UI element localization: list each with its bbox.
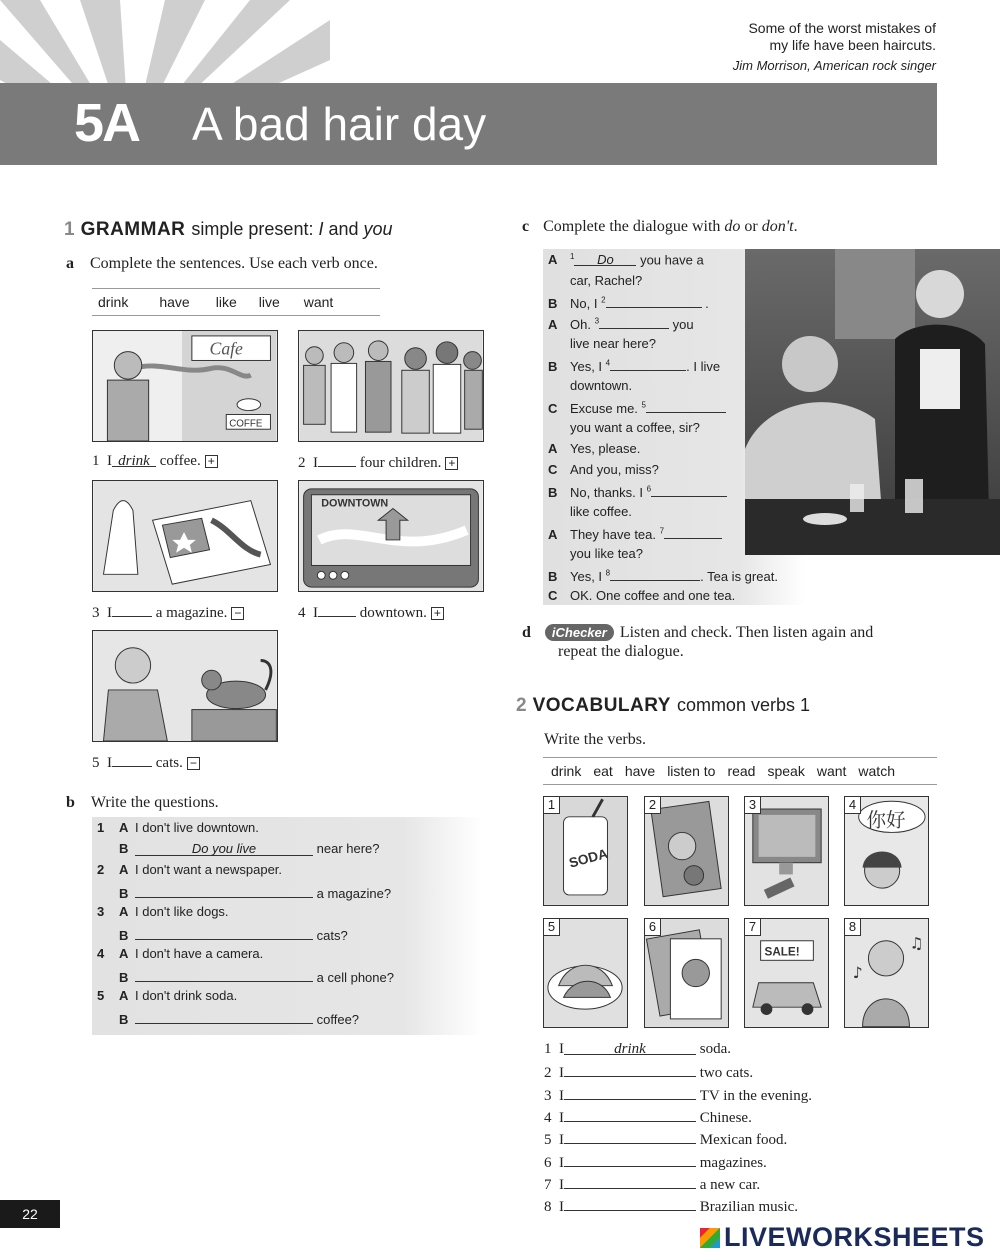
question-a-line	[97, 820, 259, 835]
vocab-item-8	[544, 1197, 798, 1216]
item-subject: I	[559, 1155, 564, 1171]
dialogue-line	[548, 504, 632, 519]
verb-option: want	[303, 294, 334, 310]
item-number: 1	[92, 453, 100, 469]
vocab-picture-tacos	[543, 918, 628, 1028]
verb-option: want	[816, 763, 847, 779]
dialogue-line	[548, 420, 700, 435]
sign-box: +	[445, 457, 458, 470]
verb-option: eat	[593, 763, 613, 779]
dialogue-line	[548, 357, 720, 374]
statement-text: I don't have a camera.	[135, 946, 264, 961]
item-number: 3	[92, 605, 100, 621]
unit-title: A bad hair day	[192, 98, 487, 150]
brand-logo[interactable]	[700, 1222, 985, 1253]
question-a-line	[97, 904, 229, 919]
question-b-line	[97, 883, 391, 901]
dialogue-text: OK. One coffee and one tea.	[570, 588, 736, 603]
vocab-answer-blank[interactable]	[564, 1086, 696, 1100]
dialogue-line	[548, 546, 643, 561]
verb-option: listen to	[667, 763, 716, 779]
item-rest: four children.	[359, 455, 442, 471]
instruction-end: .	[793, 218, 798, 235]
item-rest: Mexican food.	[699, 1132, 788, 1148]
dialogue-text: Yes, I	[570, 359, 603, 374]
question-end: a magazine?	[316, 886, 392, 901]
question-number: 3	[97, 904, 105, 919]
section-name: GRAMMAR	[80, 219, 186, 240]
speaker-label: B	[548, 359, 558, 374]
exercise-letter: a	[66, 255, 74, 272]
brand-text: LIVEWORKSHEETS	[724, 1222, 985, 1252]
exercise-d	[522, 624, 942, 661]
question-number: 5	[97, 988, 105, 1003]
dialogue-answer-blank[interactable]	[646, 399, 726, 413]
item-number: 7	[544, 1177, 552, 1193]
picture-number: 6	[645, 919, 661, 936]
grammar-verb-box	[92, 288, 380, 316]
chinese-speech-text: 你好	[866, 808, 906, 832]
cafe-sign-text: Cafe	[209, 338, 243, 359]
grammar-a-item-3	[92, 603, 244, 622]
dialogue-text: No, thanks. I	[570, 485, 643, 500]
item-subject: I	[559, 1177, 564, 1193]
statement-text: I don't live downtown.	[135, 820, 259, 835]
question-answer-blank[interactable]	[135, 1009, 313, 1024]
dialogue-line	[548, 588, 735, 603]
instruction-dont: don't	[761, 218, 794, 235]
answer-blank[interactable]	[112, 753, 152, 767]
item-rest: Brazilian music.	[699, 1199, 799, 1215]
item-subject: I	[559, 1132, 564, 1148]
question-answer-blank[interactable]	[135, 925, 313, 940]
item-subject: I	[313, 455, 318, 471]
dialogue-line	[548, 273, 642, 288]
answer-blank[interactable]	[318, 453, 356, 467]
unit-number: 5A	[74, 93, 140, 153]
vocab-picture-music	[844, 918, 929, 1028]
questions-box	[92, 817, 482, 1035]
instruction-text: Write the questions.	[90, 794, 219, 811]
question-answer-blank[interactable]: Do you live	[135, 841, 313, 856]
dialogue-line	[548, 315, 694, 332]
downtown-sign-text: DOWNTOWN	[321, 497, 389, 510]
dialogue-line	[548, 294, 709, 311]
speaker-label: A	[548, 252, 558, 268]
dialogue-text: you have a	[636, 252, 704, 268]
dialogue-text: .	[701, 296, 709, 311]
vocab-picture-new-car	[744, 918, 829, 1028]
exercise-b-instruction	[66, 794, 219, 812]
verb-option: have	[159, 294, 190, 310]
instruction-text: Complete the dialogue with	[543, 218, 725, 235]
item-number: 8	[544, 1199, 552, 1215]
quote-line-1: Some of the worst mistakes of	[748, 20, 936, 36]
dialogue-answer-blank[interactable]	[610, 567, 700, 581]
svg-text:♪: ♪	[852, 963, 863, 982]
dialogue-text: you	[669, 317, 694, 332]
dialogue-text: No, I	[570, 296, 598, 311]
question-b-line	[97, 967, 394, 985]
instruction-text: Listen and check. Then listen again and	[619, 624, 874, 641]
item-rest: two cats.	[699, 1065, 754, 1081]
gap-number: 5	[641, 400, 646, 410]
item-number: 1	[544, 1041, 552, 1057]
coffee-sign-text: COFFE	[229, 418, 263, 430]
speaker-label: C	[548, 462, 558, 477]
vocab-answer-blank[interactable]	[564, 1175, 696, 1189]
vocab-item-1	[544, 1041, 731, 1058]
speaker-label: B	[119, 928, 129, 943]
gap-number: 3	[594, 316, 600, 326]
speaker-label: B	[119, 841, 129, 856]
statement-text: I don't drink soda.	[135, 988, 238, 1003]
answer-blank[interactable]	[318, 603, 356, 617]
vocab-item-5	[544, 1130, 787, 1149]
question-number: 2	[97, 862, 105, 877]
dialogue-text: They have tea.	[570, 527, 656, 542]
brand-icon	[700, 1228, 720, 1248]
picture-number: 4	[845, 797, 861, 814]
exercise-letter: d	[522, 624, 531, 641]
vocab-picture-tv	[744, 796, 829, 906]
sign-box: +	[205, 455, 218, 468]
item-number: 4	[544, 1110, 552, 1126]
dialogue-text: Yes, please.	[570, 441, 641, 456]
picture-number: 8	[845, 919, 861, 936]
grammar-a-item-2	[298, 453, 458, 472]
dialogue-answer-blank[interactable]	[599, 315, 669, 329]
item-subject: I	[107, 453, 112, 469]
question-number: 4	[97, 946, 105, 961]
item-rest: soda.	[699, 1041, 731, 1057]
dialogue-line	[548, 399, 726, 416]
question-number: 1	[97, 820, 105, 835]
gap-number: 6	[646, 484, 652, 494]
dialogue-line	[548, 441, 640, 456]
exercise-a-instruction	[66, 255, 378, 273]
speaker-label: A	[119, 988, 129, 1003]
question-b-line	[97, 1009, 359, 1027]
instruction-do: do	[724, 218, 741, 235]
header-quote	[733, 20, 936, 74]
dialogue-answer-blank[interactable]	[610, 357, 686, 371]
verb-option: speak	[767, 763, 805, 779]
vocab-item-3	[544, 1086, 812, 1105]
picture-number: 2	[645, 797, 661, 814]
sign-box: −	[187, 757, 200, 770]
verb-option: live	[258, 294, 280, 310]
item-subject: I	[559, 1041, 564, 1057]
vocab-picture-soda	[543, 796, 628, 906]
verb-option: have	[624, 763, 656, 779]
dialogue-text: live near here?	[570, 336, 656, 351]
speaker-label: A	[548, 527, 558, 542]
dialogue-text: . I live	[686, 359, 721, 374]
gap-number: 8	[605, 568, 611, 578]
question-a-line	[97, 988, 237, 1003]
question-a-line	[97, 946, 263, 961]
item-number: 2	[298, 455, 306, 471]
verb-option: watch	[858, 763, 895, 779]
dialogue-answer-blank[interactable]: Do	[574, 252, 636, 266]
item-subject: I	[559, 1110, 564, 1126]
section-sub-you: you	[363, 219, 393, 239]
question-b-line	[97, 925, 348, 943]
vocabulary-instruction: Write the verbs.	[544, 731, 646, 748]
question-a-line	[97, 862, 282, 877]
gap-number: 7	[659, 526, 665, 536]
speaker-label: B	[548, 485, 558, 500]
page-number: 22	[0, 1200, 60, 1228]
vocab-answer-blank[interactable]	[564, 1063, 696, 1077]
dialogue-text: Yes, I	[570, 569, 603, 584]
vocab-item-6	[544, 1153, 767, 1172]
cafe-photo	[745, 249, 1000, 555]
vocab-item-2	[544, 1063, 753, 1082]
vocab-item-7	[544, 1175, 760, 1194]
dialogue-text: like coffee.	[570, 504, 632, 519]
item-subject: I	[559, 1199, 564, 1215]
speaker-label: A	[548, 317, 558, 332]
question-b-line	[97, 841, 380, 856]
item-number: 3	[544, 1088, 552, 1104]
dialogue-line	[548, 252, 704, 267]
vocab-picture-chinese	[844, 796, 929, 906]
speaker-label: B	[119, 970, 129, 985]
vocabulary-verb-box	[543, 757, 937, 785]
item-rest: magazines.	[699, 1155, 767, 1171]
dialogue-line	[548, 525, 722, 542]
vocab-answer-blank[interactable]	[564, 1108, 696, 1122]
verb-option: drink	[98, 294, 129, 310]
item-number: 6	[544, 1155, 552, 1171]
item-rest: cats.	[155, 755, 183, 771]
question-answer-blank[interactable]	[135, 967, 313, 982]
dialogue-answer-blank[interactable]	[651, 483, 727, 497]
sign-box: −	[231, 607, 244, 620]
exercise-letter: c	[522, 218, 530, 235]
dialogue-text: Oh.	[570, 317, 591, 332]
item-rest: a new car.	[699, 1177, 761, 1193]
question-end: a cell phone?	[316, 970, 394, 985]
speaker-label: A	[548, 441, 558, 456]
item-number: 4	[298, 605, 306, 621]
dialogue-answer-blank[interactable]	[606, 294, 702, 308]
picture-coffee-smell	[92, 330, 278, 442]
item-number: 5	[544, 1132, 552, 1148]
item-subject: I	[559, 1088, 564, 1104]
ichecker-badge[interactable]: iChecker	[545, 624, 614, 641]
sale-sign-text: SALE!	[764, 945, 800, 959]
speaker-label: B	[548, 296, 558, 311]
svg-text:♫: ♫	[909, 934, 924, 953]
speaker-label: C	[548, 401, 558, 416]
picture-number: 5	[544, 919, 560, 936]
vocab-answer-blank[interactable]	[564, 1153, 696, 1167]
dialogue-text: And you, miss?	[570, 462, 659, 477]
question-end: coffee?	[316, 1012, 360, 1027]
question-end: near here?	[316, 841, 380, 856]
answer-blank[interactable]: drink	[112, 453, 156, 467]
question-end: cats?	[316, 928, 348, 943]
dialogue-text: you like tea?	[570, 546, 643, 561]
speaker-label: A	[119, 862, 129, 877]
vocab-answer-blank[interactable]	[564, 1197, 696, 1211]
soda-label-text: SODA	[567, 845, 610, 871]
speaker-label: A	[119, 946, 129, 961]
vocabulary-heading	[516, 695, 810, 717]
gap-number: 1	[570, 252, 575, 261]
vocab-item-4	[544, 1108, 752, 1127]
grammar-a-item-5	[92, 753, 200, 772]
section-name: VOCABULARY	[532, 695, 671, 716]
picture-number: 7	[745, 919, 761, 936]
section-sub-i: I	[318, 219, 324, 239]
dialogue-line	[548, 462, 659, 477]
picture-number: 3	[745, 797, 761, 814]
item-subject: I	[559, 1065, 564, 1081]
speaker-label: B	[548, 569, 558, 584]
item-rest: downtown.	[359, 605, 427, 621]
statement-text: I don't want a newspaper.	[135, 862, 283, 877]
dialogue-text: car, Rachel?	[570, 273, 643, 288]
speaker-label: B	[119, 1012, 129, 1027]
item-rest: coffee.	[159, 453, 201, 469]
dialogue-text: downtown.	[570, 378, 633, 393]
section-number: 1	[64, 219, 75, 240]
verb-option: drink	[551, 763, 582, 779]
dialogue-line	[548, 483, 727, 500]
instruction-text: Complete the sentences. Use each verb once.	[90, 255, 378, 272]
section-sub: common verbs 1	[676, 695, 810, 715]
dialogue-text: . Tea is great.	[700, 569, 778, 584]
picture-number: 1	[544, 797, 560, 814]
gap-number: 4	[605, 358, 611, 368]
speaker-label: C	[548, 588, 558, 603]
statement-text: I don't like dogs.	[135, 904, 229, 919]
dialogue-answer-blank[interactable]	[664, 525, 722, 539]
item-rest: a magazine.	[155, 605, 228, 621]
picture-downtown	[298, 480, 484, 592]
gap-number: 2	[601, 295, 606, 305]
speaker-label: A	[119, 820, 129, 835]
picture-family	[298, 330, 484, 442]
vocab-answer-blank[interactable]	[564, 1130, 696, 1144]
exercise-c-instruction	[522, 218, 798, 236]
question-answer-blank[interactable]	[135, 883, 313, 898]
section-sub: simple present:	[191, 219, 319, 239]
quote-line-2: my life have been haircuts.	[769, 37, 936, 53]
picture-magazine	[92, 480, 278, 592]
sign-box: +	[431, 607, 444, 620]
item-rest: Chinese.	[699, 1110, 752, 1126]
dialogue-line	[548, 378, 632, 393]
speaker-label: A	[119, 904, 129, 919]
instruction-text-line-2: repeat the dialogue.	[558, 643, 684, 660]
verb-option: like	[215, 294, 237, 310]
section-sub-and: and	[323, 219, 364, 239]
speaker-label: B	[119, 886, 129, 901]
item-number: 5	[92, 755, 100, 771]
grammar-a-item-4	[298, 603, 444, 622]
picture-cat	[92, 630, 278, 742]
item-subject: I	[107, 605, 112, 621]
item-rest: TV in the evening.	[699, 1088, 812, 1104]
instruction-or: or	[740, 218, 762, 235]
exercise-letter: b	[66, 794, 75, 811]
dialogue-text: you want a coffee, sir?	[570, 420, 700, 435]
answer-blank[interactable]	[112, 603, 152, 617]
section-number: 2	[516, 695, 527, 716]
vocab-picture-magazines	[644, 918, 729, 1028]
dialogue-text: Excuse me.	[570, 401, 638, 416]
dialogue-line	[548, 336, 656, 351]
item-number: 2	[544, 1065, 552, 1081]
vocab-answer-blank[interactable]: drink	[564, 1041, 696, 1055]
item-subject: I	[107, 755, 112, 771]
item-subject: I	[313, 605, 318, 621]
vocab-picture-cats	[644, 796, 729, 906]
grammar-heading	[64, 219, 393, 241]
dialogue-line	[548, 567, 778, 584]
quote-author: Jim Morrison, American rock singer	[732, 58, 936, 73]
verb-option: read	[727, 763, 756, 779]
grammar-a-item-1	[92, 453, 218, 470]
